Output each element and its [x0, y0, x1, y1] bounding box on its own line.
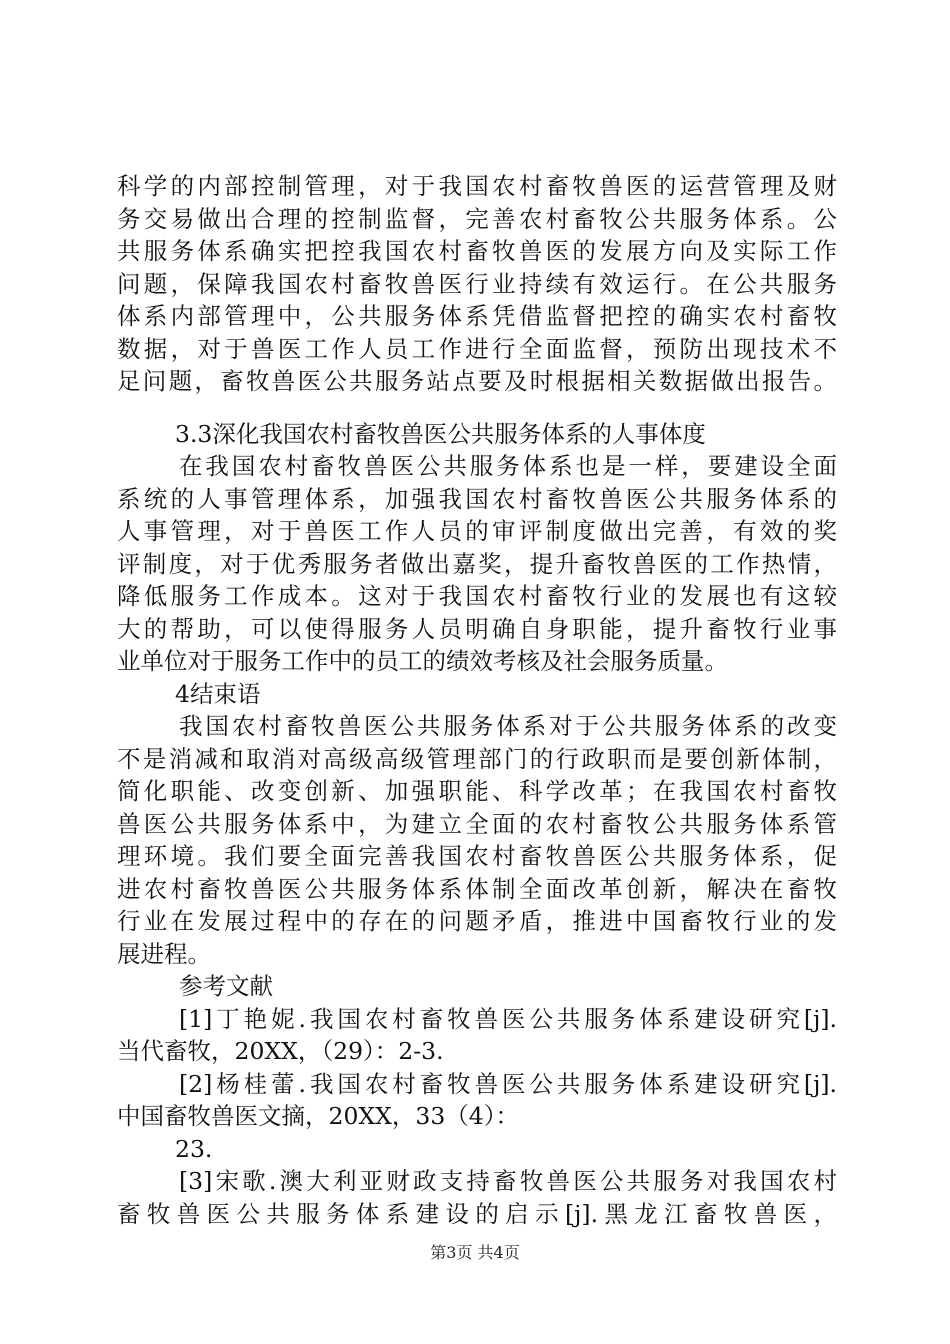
text-line: 数据，对于兽医工作人员工作进行全面监督，预防出现技术不 [117, 334, 837, 363]
text-line: 23. [175, 1134, 213, 1163]
references-heading: 参考文献 [179, 972, 273, 1000]
text-line: 系统的人事管理体系，加强我国农村畜牧兽医公共服务体系的 [117, 484, 837, 513]
text-line: 当代畜牧，20XX，（29）：2-3. [117, 1037, 444, 1065]
text-line: 理环境。我们要全面完善我国农村畜牧兽医公共服务体系，促 [117, 842, 837, 870]
paragraph-gap [117, 398, 837, 418]
text-line: 问题，保障我国农村畜牧兽医行业持续有效运行。在公共服务 [117, 269, 837, 298]
text-line: 在我国农村畜牧兽医公共服务体系也是一样，要建设全面 [179, 452, 837, 480]
paragraph-internal-control [117, 170, 837, 398]
text-line: 兽医公共服务体系中，为建立全面的农村畜牧公共服务体系管 [117, 809, 837, 838]
paragraph-personnel [117, 450, 837, 678]
text-line: 中国畜牧兽医文摘，20XX，33（4）： [117, 1102, 519, 1130]
text-line: 不是消减和取消对高级高级管理部门的行政职而是要创新体制， [117, 744, 837, 773]
text-line: 人事管理，对于兽医工作人员的审评制度做出完善，有效的奖 [117, 517, 837, 545]
text-line: 共服务体系确实把控我国农村畜牧兽医的发展方向及实际工作 [117, 237, 837, 265]
reference-item-3 [117, 1165, 837, 1230]
text-line: 业单位对于服务工作中的员工的绩效考核及社会服务质量。 [117, 647, 728, 675]
text-line: 足问题，畜牧兽医公共服务站点要及时根据相关数据做出报告。 [117, 367, 837, 395]
text-line: [1]丁艳妮.我国农村畜牧兽医公共服务体系建设研究[j]. [179, 1004, 837, 1033]
reference-item-1 [117, 1003, 837, 1068]
page-number: 第3页 共4页 [430, 1243, 520, 1262]
document-body [117, 170, 837, 1230]
text-line: 我国农村畜牧兽医公共服务体系对于公共服务体系的改变 [179, 712, 837, 740]
section-heading-3-3: 3.3深化我国农村畜牧兽医公共服务体系的人事体度 [175, 419, 706, 448]
text-line: 体系内部管理中，公共服务体系凭借监督把控的确实农村畜牧 [117, 302, 837, 330]
text-line: 进农村畜牧兽医公共服务体系体制全面改革创新，解决在畜牧 [117, 874, 837, 903]
text-line: 评制度，对于优秀服务者做出嘉奖，提升畜牧兽医的工作热情， [117, 549, 837, 578]
paragraph-conclusion [117, 710, 837, 970]
text-line: 务交易做出合理的控制监督，完善农村畜牧公共服务体系。公 [117, 204, 837, 233]
text-line: [2]杨桂蕾.我国农村畜牧兽医公共服务体系建设研究[j]. [179, 1069, 837, 1098]
text-line: 科学的内部控制管理，对于我国农村畜牧兽医的运营管理及财 [117, 172, 837, 200]
text-line: [3]宋歌.澳大利亚财政支持畜牧兽医公共服务对我国农村 [179, 1167, 837, 1195]
text-line: 简化职能、改变创新、加强职能、科学改革；在我国农村畜牧 [117, 777, 837, 805]
text-line: 畜牧兽医公共服务体系建设的启示[j].黑龙江畜牧兽医， [117, 1199, 837, 1228]
text-line: 展进程。 [117, 939, 211, 968]
text-line: 降低服务工作成本。这对于我国农村畜牧行业的发展也有这较 [117, 582, 837, 610]
section-heading-4: 4结束语 [175, 679, 261, 708]
text-line: 行业在发展过程中的存在的问题矛盾，推进中国畜牧行业的发 [117, 907, 837, 935]
page-footer [0, 1243, 950, 1263]
reference-item-2 [117, 1068, 837, 1166]
text-line: 大的帮助，可以使得服务人员明确自身职能，提升畜牧行业事 [117, 614, 837, 643]
